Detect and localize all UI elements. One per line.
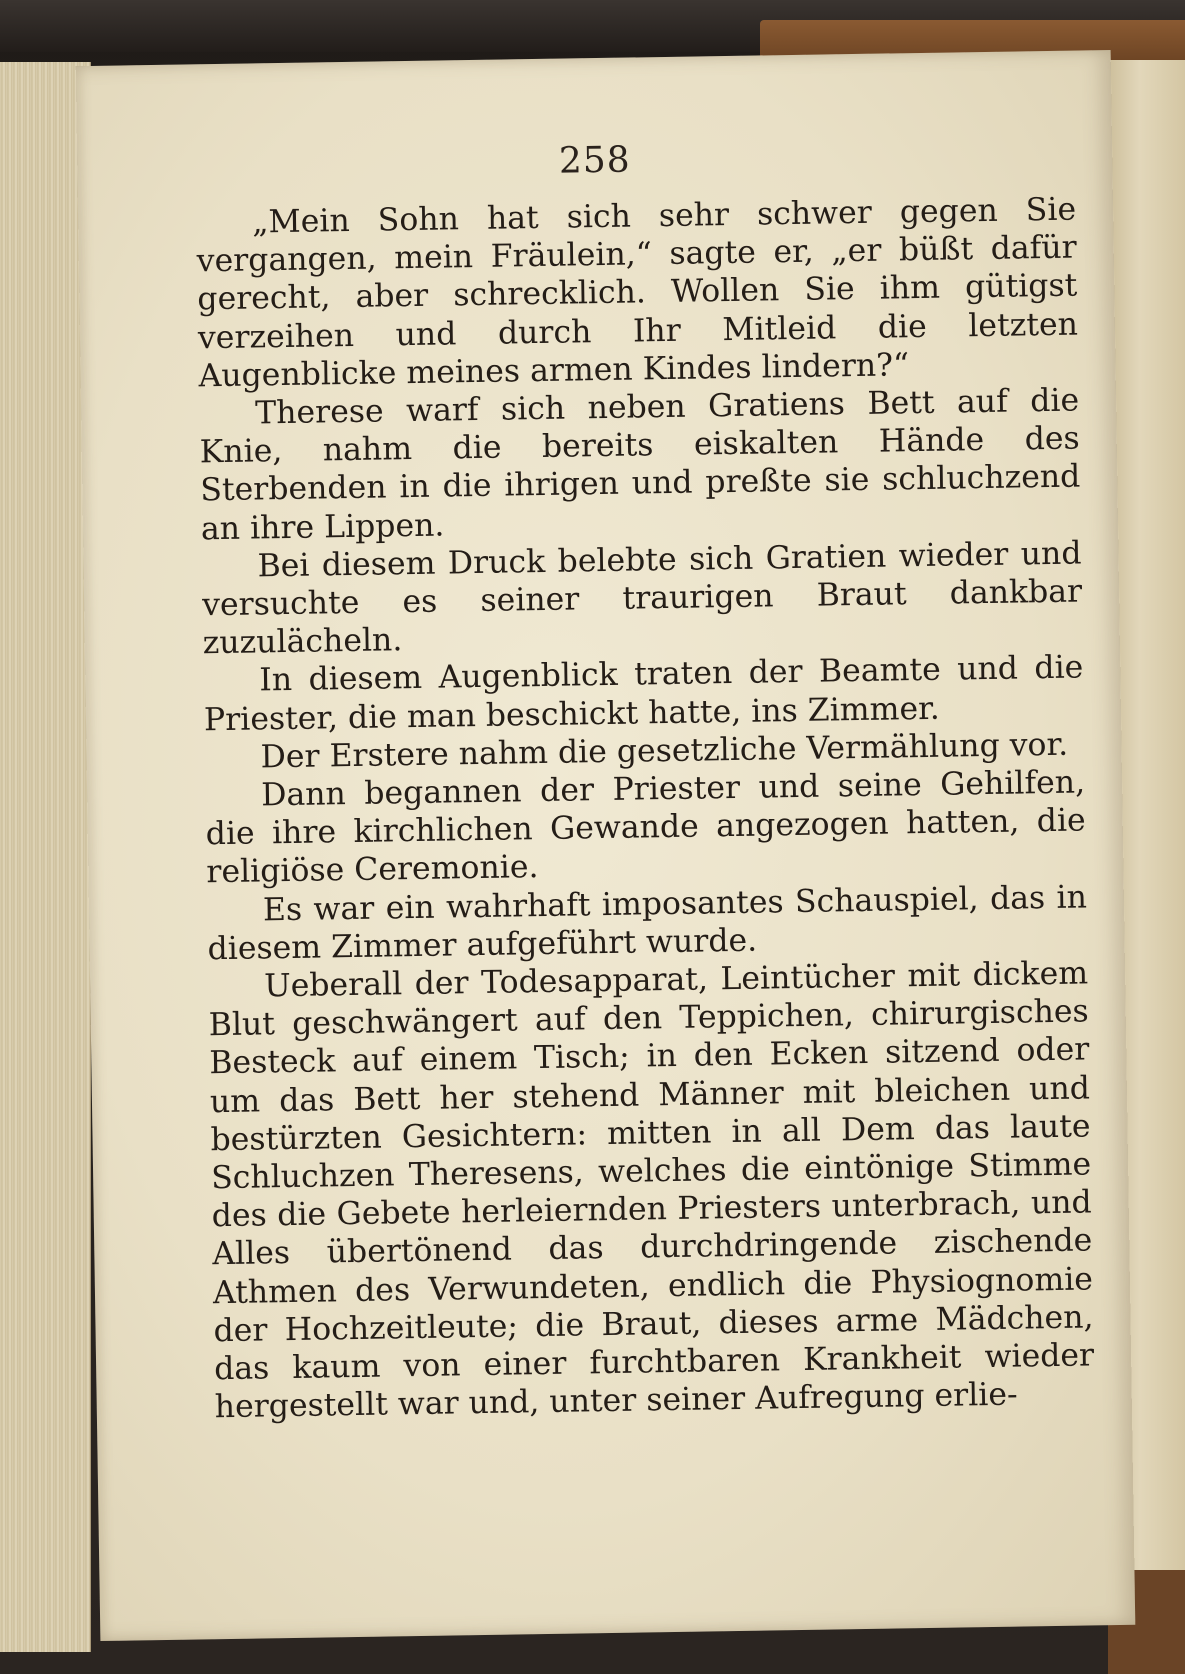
book-page — [76, 50, 1136, 1641]
paragraph: Es war ein wahrhaft imposantes Schauspiel, das in diesem Zimmer aufgeführt wurde. — [207, 879, 1088, 968]
paragraph: Ueberall der Todesapparat, Leintücher mit dickem Blut geschwängert auf den Teppichen, chirurgisches Besteck auf einem Tisch; in den Ecken sitzend oder um das Bett her stehend Männer mit bleichen und bestürzten Gesichtern: mitten in all Dem das laute Schluchzen Theresens, welches die eintönige Stimme des die Gebete herleiernden Priesters unterbrach, und Alles übertönend das durchdringende zischende Athmen des Verwundeten, endlich die Physiognomie der Hochzeitleute; die Braut, dieses arme Mädchen, das kaum von einer furchtbaren Krankheit wieder hergestellt war und, unter seiner Aufregung erlie- — [208, 955, 1095, 1426]
paragraph: In diesem Augenblick traten der Beamte und die Priester, die man beschickt hatte, ins Zimmer. — [203, 649, 1084, 738]
page-number: 258 — [558, 139, 631, 182]
page-stack-edges — [0, 62, 91, 1652]
paragraph: Der Erstere nahm die gesetzliche Vermählung vor. — [260, 726, 1069, 776]
paragraph: Bei diesem Druck belebte sich Gratien wieder und versuchte es seiner traurigen Braut dankbar zuzulächeln. — [201, 535, 1083, 662]
paragraph: Dann begannen der Priester und seine Gehilfen, die ihre kirchlichen Gewande angezogen hatten, die religiöse Ceremonie. — [205, 764, 1086, 891]
paragraph: „Mein Sohn hat sich sehr schwer gegen Sie vergangen, mein Fräulein,“ sagte er, „er büßt dafür gerecht, aber schrecklich. Wollen Sie ihm gütigst verzeihen und durch Ihr Mitleid die letzten Augenblicke meines armen Kindes lindern?“ — [196, 191, 1079, 395]
paragraph: Therese warf sich neben Gratiens Bett auf die Knie, nahm die bereits eiskalten Hände des Sterbenden in die ihrigen und preßte sie schluchzend an ihre Lippen. — [199, 382, 1081, 547]
page-text — [196, 191, 1095, 1427]
